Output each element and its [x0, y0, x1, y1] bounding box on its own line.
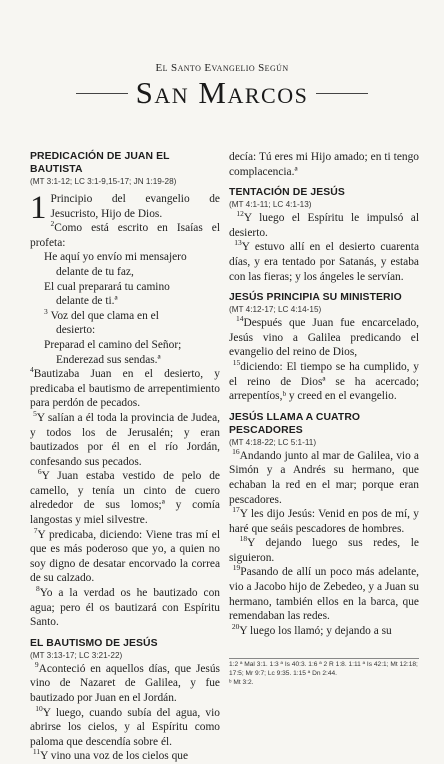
section-heading: EL BAUTISMO DE JESÚS [30, 637, 158, 649]
verse [229, 565, 419, 623]
verse-text: Después que Juan fue encarcelado, Jesús vino a Galilea predicando el evangelio del reino de Dios, [229, 317, 419, 359]
section-reference: (MT 3:13-17; LC 3:21-22) [30, 650, 123, 660]
verse-text: Aconteció en aquellos días, que Jesús vino de Nazaret de Galilea, y fue bautizado por Juan en el Jordán. [30, 662, 220, 704]
verse [30, 586, 220, 630]
section-reference: (MT 3:1-12; LC 3:1-9,15-17; JN 1:19-28) [30, 177, 177, 186]
section-heading: PREDICACIÓN DE JUAN EL BAUTISTA [30, 151, 170, 175]
section-heading: JESÚS LLAMA A CUATRO PESCADORES [229, 411, 361, 436]
verse [229, 211, 419, 240]
verse-number: 7 [33, 525, 38, 535]
verse [30, 749, 220, 764]
verse [229, 624, 419, 639]
footnotes [229, 658, 419, 687]
verse-text: Y dejando luego sus redes, le siguieron. [229, 537, 419, 564]
poetry-line: delante de ti.ª [56, 295, 118, 308]
footnote-line: ᵇ Mt 3:2. [229, 678, 254, 686]
title-row [0, 77, 444, 109]
verse-text: Principio del evangelio de Jesucristo, Hijo de Dios. [50, 193, 220, 220]
section-heading: JESÚS PRINCIPIA SU MINISTERIO [229, 292, 402, 304]
left-column [30, 150, 220, 764]
verse-number: 13 [234, 238, 242, 248]
verse [229, 316, 419, 360]
verse-number: 11 [32, 747, 41, 757]
poetry-text: Voz del que clama en el [50, 309, 159, 322]
section-reference: (MT 4:1-11; LC 4:1-13) [229, 200, 312, 210]
verse [30, 703, 220, 750]
verse-text: Y vino una voz de los cielos que [40, 750, 189, 763]
verse-number: 5 [33, 409, 37, 419]
verse-number: 8 [35, 584, 40, 594]
verse-text: Y luego el Espíritu le impulsó al desierto. [229, 212, 419, 239]
verse-text: Y luego, cuando subía del agua, vio abrirse los cielos, y al Espíritu como paloma que descendía sobre él. [30, 706, 220, 748]
verse-number: 17 [232, 505, 240, 515]
verse-number: 2 [50, 219, 55, 229]
section-heading: TENTACIÓN DE JESÚS [229, 187, 345, 199]
verse-text: Y predicaba, diciendo: Viene tras mí el que es más poderoso que yo, a quien no soy digno de desatar encorvado la correa de su calzado. [30, 528, 220, 585]
book-kicker: El Santo Evangelio Según [155, 62, 289, 74]
verse-number: 16 [232, 446, 240, 456]
section-reference: (MT 4:18-22; LC 5:1-11) [229, 437, 317, 447]
verse-number: 18 [239, 534, 248, 544]
verse [229, 536, 419, 565]
verse [30, 469, 220, 527]
verse: decía: Tú eres mi Hijo amado; en ti tengo complacencia.ª [229, 151, 419, 178]
verse-number: 20 [231, 622, 240, 632]
poetry-block [30, 250, 220, 367]
verse-text: Y Juan estaba vestido de pelo de camello, y tenía un cinto de cuero alrededor de sus lomos;ª y comía langostas y miel silvestre. [30, 470, 220, 527]
verse [30, 411, 220, 469]
verse [30, 662, 220, 706]
verse-text: Y les dijo Jesús: Venid en pos de mí, y haré que seáis pescadores de hombres. [229, 508, 419, 535]
verse [229, 240, 419, 284]
verse-text: Y estuvo allí en el desierto cuarenta días, y era tentado por Satanás, y estaba con las fieras; y los ángeles le servían. [229, 241, 419, 283]
verse-text: Y luego los llamó; y dejando a su [239, 624, 392, 637]
verse [229, 507, 419, 536]
chapter-number: 1 [30, 190, 47, 226]
title-rule-right [316, 93, 368, 94]
verse-number: 9 [34, 660, 39, 670]
poetry-line: Preparad el camino del Señor; [44, 338, 182, 351]
verse [30, 221, 220, 250]
verse-text: Andando junto al mar de Galilea, vio a Simón y a Andrés su hermano, que echaban la red en el mar; porque eran pescadores. [229, 449, 419, 506]
verse-number: 14 [235, 314, 244, 324]
verse-number: 4 [30, 365, 34, 375]
verse-text: diciendo: El tiempo se ha cumplido, y el reino de Diosª se ha acercado; arrepentíos,ᵇ y creed en el evangelio. [229, 360, 419, 403]
poetry-line: Enderezad sus sendas.ª [56, 353, 161, 366]
verse-number: 6 [37, 467, 42, 477]
verse-number: 15 [232, 358, 241, 368]
right-column [229, 150, 419, 638]
verse [229, 446, 419, 507]
poetry-line: delante de tu faz, [56, 265, 134, 278]
poetry-line: He aquí yo envío mi mensajero [44, 251, 187, 264]
page-header [0, 62, 444, 109]
poetry-line: desierto: [56, 324, 96, 337]
section-reference: (MT 4:12-17; LC 4:14-15) [229, 305, 322, 315]
verse-text: Pasando de allí un poco más adelante, vio a Jacobo hijo de Zebedeo, y a Juan su hermano, también ellos en la barca, que remendaban las redes. [229, 566, 419, 623]
verse [229, 360, 419, 404]
verse-text: Como está escrito en Isaías el profeta: [30, 222, 220, 249]
verse [30, 367, 220, 411]
verse-number: 12 [236, 209, 244, 219]
verse-number: 10 [35, 703, 43, 713]
poetry-line: El cual preparará tu camino [44, 280, 170, 293]
verse-number: 3 [44, 306, 48, 316]
verse [30, 525, 220, 586]
verse-number: 19 [232, 563, 241, 573]
book-title: San Marcos [135, 75, 309, 110]
poetry-line [30, 306, 220, 324]
footnote-line: 1:2 ª Mal 3:1. 1:3 ª Is 40:3. 1:6 ª 2 R 1:8. 1:11 ª Is 42:1; Mt 12:18; 17:5; Mr 9:7; Lc 9:35. 1:15 ª Dn 2:44. [229, 661, 418, 677]
title-rule-left [76, 93, 128, 94]
verse-text: Y salían a él toda la provincia de Judea, y todos los de Jerusalén; y eran bautizados por él en el río Jordán, confesando sus pecados. [30, 411, 220, 468]
verse-text: Bautizaba Juan en el desierto, y predicaba el bautismo de arrepentimiento para perdón de pecados. [30, 368, 220, 410]
verse-text: Yo a la verdad os he bautizado con agua; pero él os bautizará con Espíritu Santo. [30, 587, 220, 629]
verse [30, 190, 220, 226]
